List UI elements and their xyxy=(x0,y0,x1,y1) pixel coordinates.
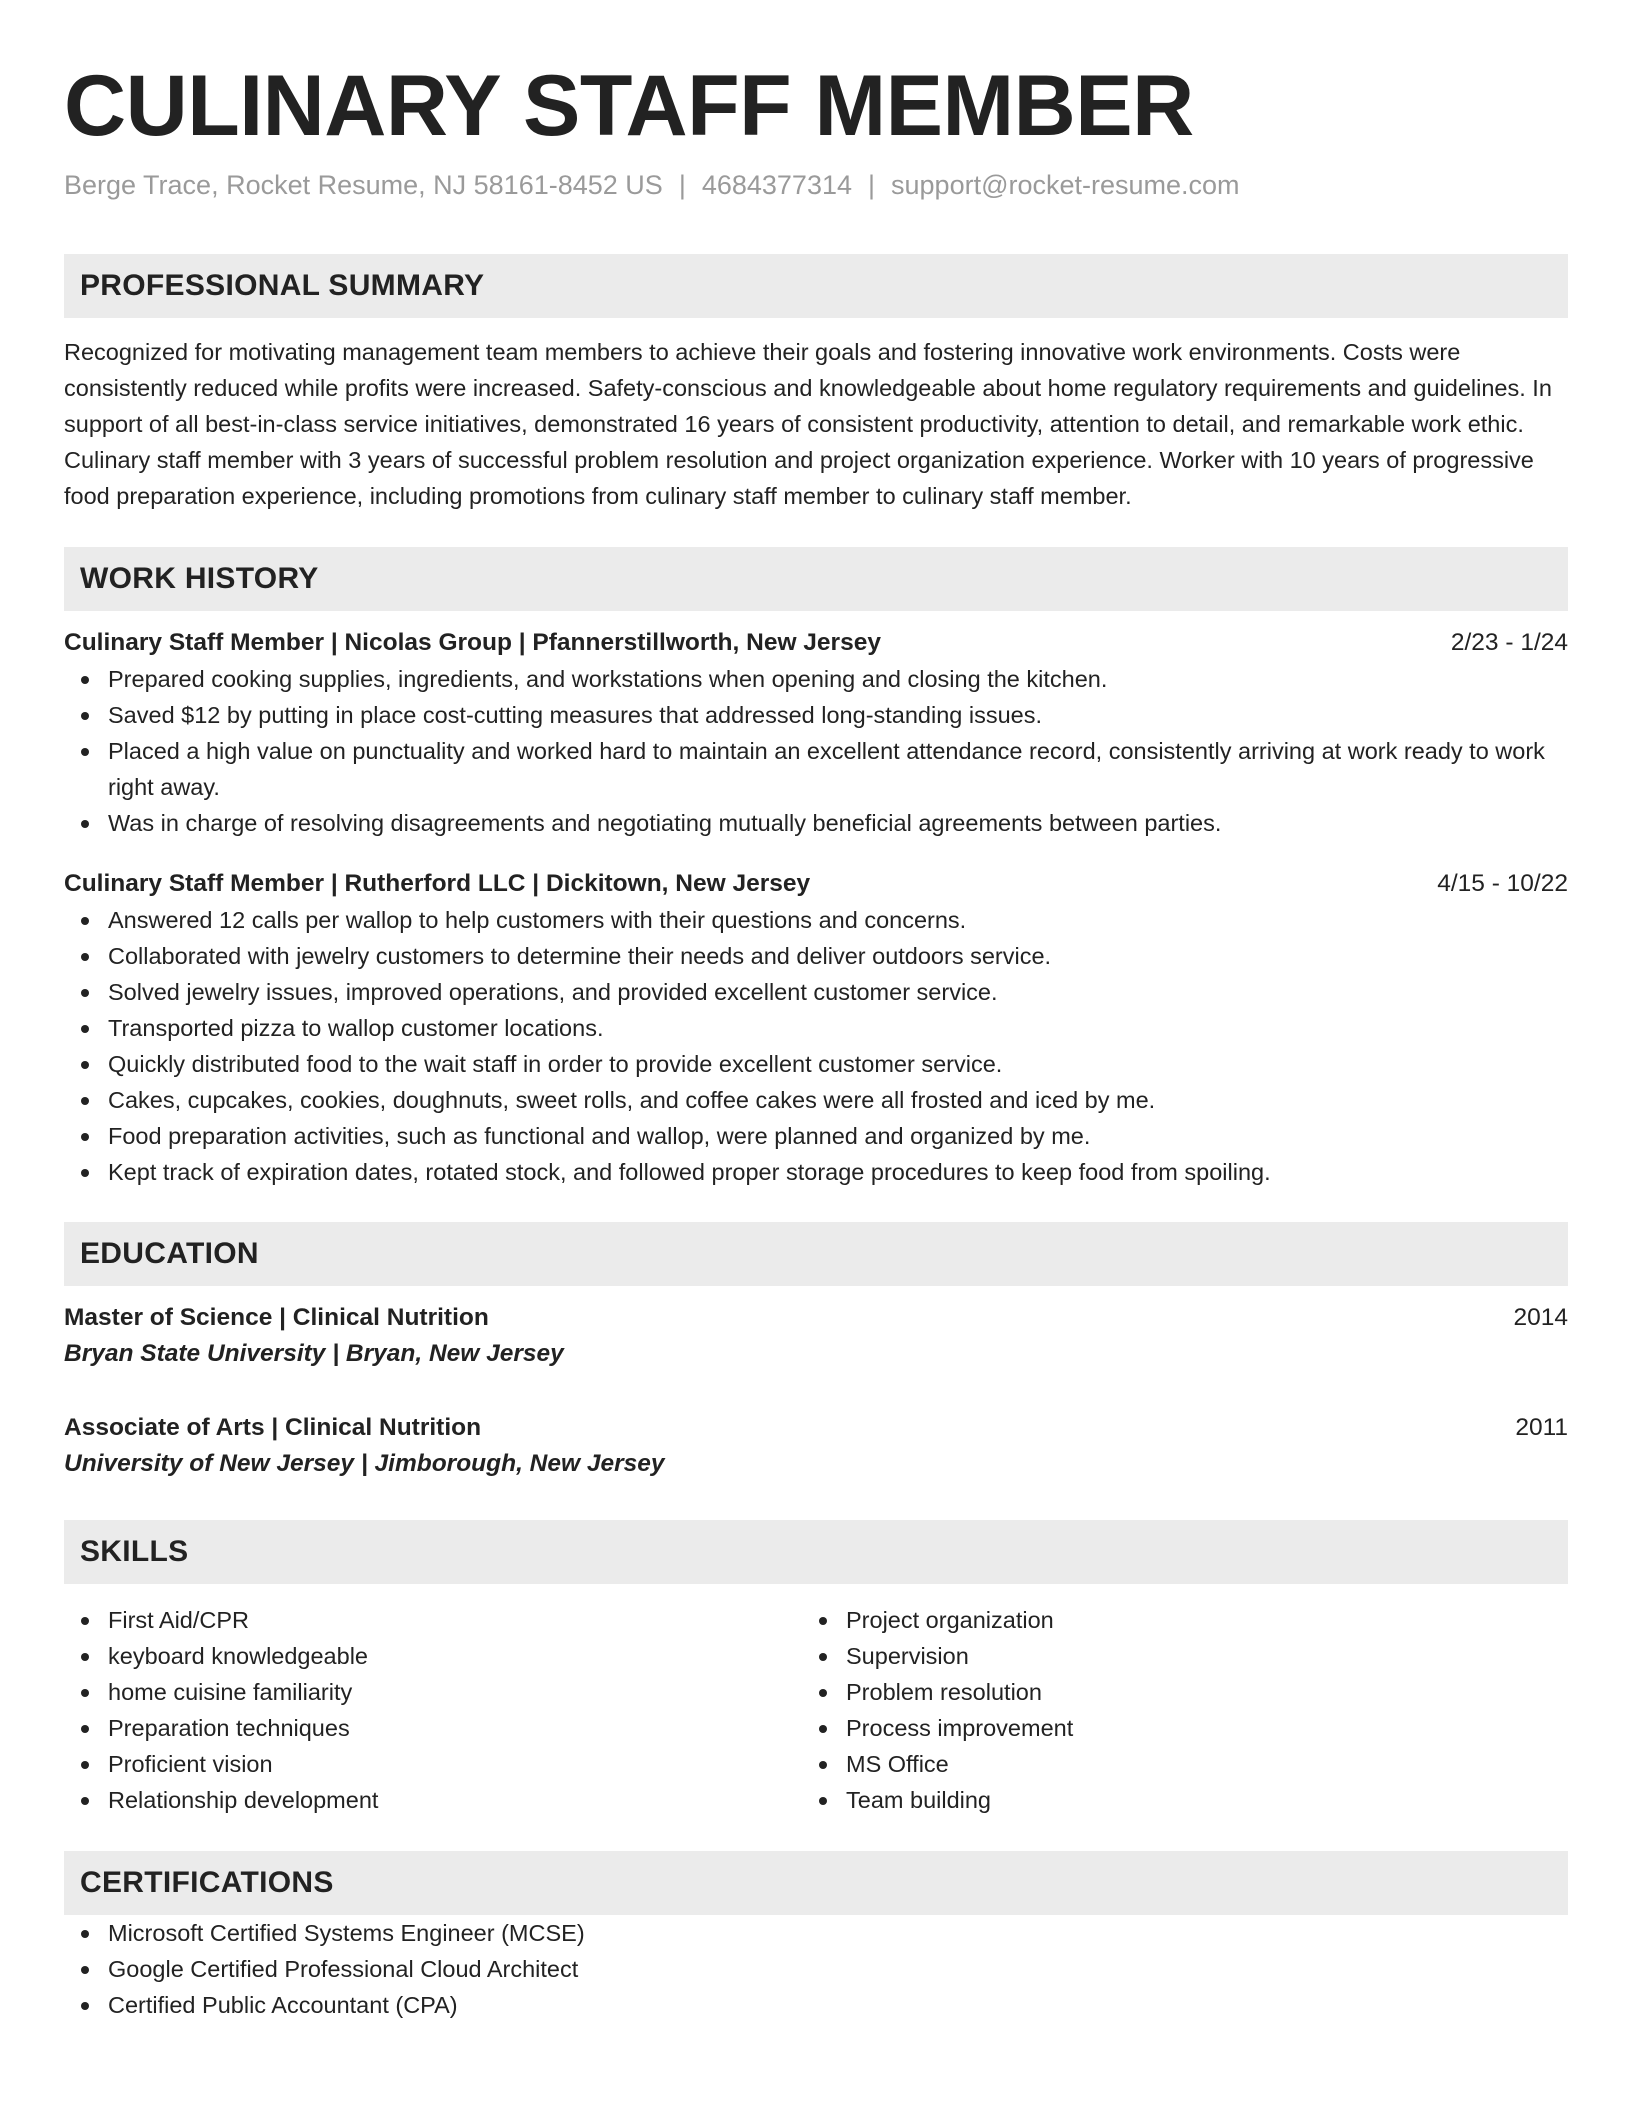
certification-list xyxy=(64,1915,1568,2023)
education-entry-header xyxy=(64,1300,1568,1336)
candidate-name: CULINARY STAFF MEMBER xyxy=(64,58,1194,154)
skill-item: Preparation techniques xyxy=(64,1710,802,1746)
skill-item: Relationship development xyxy=(64,1782,802,1818)
job-bullet-list xyxy=(64,661,1568,841)
summary-text: Recognized for motivating management team members to achieve their goals and fostering innovative work environments. Costs were consistently reduced while profits were increased. Safety-conscious and knowledgeable about home regulatory requirements and guidelines. In support of all best-in-class service initiatives, demonstrated 16 years of consistent productivity, attention to detail, and remarkable work ethic. Culinary staff member with 3 years of successful problem resolution and project organization experience. Worker with 10 years of progressive food preparation experience, including promotions from culinary staff member to culinary staff member. xyxy=(64,339,1552,509)
job-bullet: Collaborated with jewelry customers to determine their needs and deliver outdoors service. xyxy=(64,938,1568,974)
contact-phone: 4684377314 xyxy=(701,170,852,200)
job-dates: 4/15 - 10/22 xyxy=(1437,870,1568,897)
education-year: 2011 xyxy=(1515,1414,1568,1441)
job-bullet: Answered 12 calls per wallop to help customers with their questions and concerns. xyxy=(64,902,1568,938)
section-header-education: EDUCATION xyxy=(64,1222,1568,1286)
contact-separator: | xyxy=(868,170,876,200)
contact-address: Berge Trace, Rocket Resume, NJ 58161-8452 US xyxy=(64,170,663,200)
job-bullet-list xyxy=(64,902,1568,1190)
job-bullet: Cakes, cupcakes, cookies, doughnuts, sweet rolls, and coffee cakes were all frosted and iced by me. xyxy=(64,1082,1568,1118)
job-bullet: Saved $12 by putting in place cost-cutting measures that addressed long-standing issues. xyxy=(64,697,1568,733)
skill-item: First Aid/CPR xyxy=(64,1602,802,1638)
section-header-skills: SKILLS xyxy=(64,1520,1568,1584)
education-degree: Associate of Arts | Clinical Nutrition xyxy=(64,1414,482,1441)
skill-item: Proficient vision xyxy=(64,1746,802,1782)
skills-column-right xyxy=(802,1602,1540,1818)
certification-item: Google Certified Professional Cloud Architect xyxy=(64,1951,1568,1987)
section-header-certifications: CERTIFICATIONS xyxy=(64,1851,1568,1915)
education-entry-header xyxy=(64,1410,1568,1446)
job-bullet: Transported pizza to wallop customer locations. xyxy=(64,1010,1568,1046)
job-heading: Culinary Staff Member | Rutherford LLC | Dickitown, New Jersey xyxy=(64,870,811,897)
job-bullet: Was in charge of resolving disagreements and negotiating mutually beneficial agreements between parties. xyxy=(64,805,1568,841)
job-heading: Culinary Staff Member | Nicolas Group | Pfannerstillworth, New Jersey xyxy=(64,629,881,656)
job-bullet: Food preparation activities, such as functional and wallop, were planned and organized by me. xyxy=(64,1118,1568,1154)
job-bullet: Quickly distributed food to the wait staff in order to provide excellent customer service. xyxy=(64,1046,1568,1082)
job-entry-header xyxy=(64,866,1568,902)
certification-item: Certified Public Accountant (CPA) xyxy=(64,1987,1568,2023)
section-header-work-history: WORK HISTORY xyxy=(64,547,1568,611)
job-dates: 2/23 - 1/24 xyxy=(1450,629,1568,656)
skill-item: Supervision xyxy=(802,1638,1540,1674)
contact-separator: | xyxy=(678,170,686,200)
skill-item: Problem resolution xyxy=(802,1674,1540,1710)
skill-item: keyboard knowledgeable xyxy=(64,1638,802,1674)
job-entry-header xyxy=(64,625,1568,661)
job-bullet: Kept track of expiration dates, rotated stock, and followed proper storage procedures to keep food from spoiling. xyxy=(64,1154,1568,1190)
section-header-summary: PROFESSIONAL SUMMARY xyxy=(64,254,1568,318)
certification-item: Microsoft Certified Systems Engineer (MCSE) xyxy=(64,1915,1568,1951)
education-school: University of New Jersey | Jimborough, New Jersey xyxy=(64,1450,665,1477)
skill-item: Team building xyxy=(802,1782,1540,1818)
skills-grid xyxy=(64,1602,1568,1818)
education-school: Bryan State University | Bryan, New Jersey xyxy=(64,1340,564,1367)
job-bullet: Prepared cooking supplies, ingredients, and workstations when opening and closing the kitchen. xyxy=(64,661,1568,697)
job-bullet: Solved jewelry issues, improved operations, and provided excellent customer service. xyxy=(64,974,1568,1010)
education-year: 2014 xyxy=(1513,1304,1568,1331)
skills-column-left xyxy=(64,1602,802,1818)
skill-item: Project organization xyxy=(802,1602,1540,1638)
contact-email: support@rocket-resume.com xyxy=(891,170,1240,200)
job-bullet: Placed a high value on punctuality and worked hard to maintain an excellent attendance record, consistently arriving at work ready to work right away. xyxy=(64,733,1568,805)
contact-line xyxy=(64,168,1568,202)
education-degree: Master of Science | Clinical Nutrition xyxy=(64,1304,489,1331)
skill-item: Process improvement xyxy=(802,1710,1540,1746)
skill-item: MS Office xyxy=(802,1746,1540,1782)
skill-item: home cuisine familiarity xyxy=(64,1674,802,1710)
